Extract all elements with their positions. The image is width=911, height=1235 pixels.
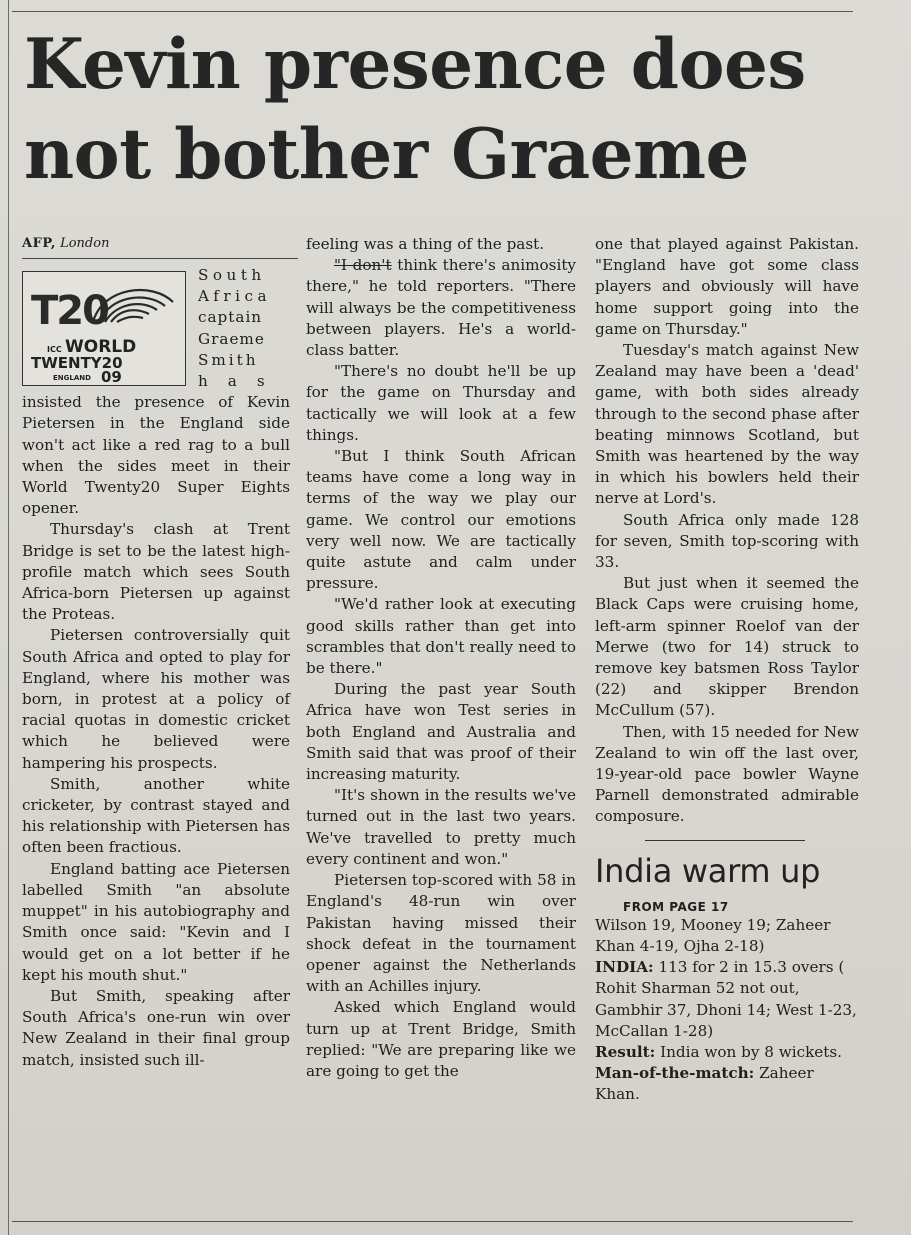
bottom-rule [12, 1221, 853, 1222]
t20-logo-icon [23, 272, 184, 384]
paragraph-quote [306, 255, 576, 361]
paragraph: one that played against Pakistan. "England have got some class players and obviously will have home support going into the game on Thursday." [595, 235, 859, 338]
scorecard-line: Wilson 19, Mooney 19; Zaheer Khan 4-19, Ojha 2-18) [595, 915, 831, 955]
logo-mark: T20 [31, 288, 108, 334]
lead-word-4: Graeme [198, 329, 265, 348]
sidebar-title: India warm up [595, 851, 821, 890]
lead-word-5: Smith [198, 350, 259, 369]
lead-word-6: has [198, 372, 285, 391]
byline-rule [22, 258, 298, 259]
logo-year: 09 [101, 368, 122, 384]
article-column-1 [22, 234, 290, 1071]
lead-word-1: South [198, 266, 266, 284]
byline-place: London [60, 236, 110, 251]
man-of-the-match [595, 1063, 859, 1105]
byline [22, 234, 290, 254]
headline-line-2: not bother Graeme [24, 114, 749, 195]
paragraph: But just when it seemed the Black Caps were cruising home, left-arm spinner Roelof van der Merwe (two for 14) struck to remove key batsmen Ross Taylor (22) and skipper Brendon McCullum (57). [595, 574, 859, 720]
logo-england: ENGLAND [53, 374, 91, 382]
paragraph: Then, with 15 needed for New Zealand to win off the last over, 19-year-old pace bowler Wayne Parnell demonstrated admirable composure. [595, 722, 859, 826]
paragraph: "It's shown in the results we've turned out in the last two years. We've travelled to pretty much every continent and won." [306, 786, 576, 868]
paragraph-lead: insisted the presence of Kevin Pietersen in the England side won't act like a red rag to a bull when the sides meet in their World Twenty20 Super Eights opener. [22, 393, 290, 518]
section-divider [645, 840, 805, 841]
paragraph: But Smith, speaking after South Africa's one-run win over New Zealand in their final group match, insisted such ill- [22, 986, 290, 1069]
match-result [595, 1042, 859, 1063]
headline [24, 20, 884, 200]
paragraph: Asked which England would turn up at Trent Bridge, Smith replied: "We are preparing like we are going to get the [306, 998, 576, 1080]
logo-world: WORLD [65, 337, 137, 357]
logo-twenty20: TWENTY20 [31, 354, 123, 372]
paragraph: Thursday's clash at Trent Bridge is set to be the latest high-profile match which sees South Africa-born Pietersen up against the Proteas. [22, 520, 290, 624]
result-label: Result: [595, 1042, 656, 1061]
paragraph: "There's no doubt he'll be up for the game on Thursday and tactically we will look at a few things. [306, 362, 576, 444]
lead-word-3: captain [198, 308, 263, 327]
world-twenty20-logo [22, 271, 186, 386]
struck-text: "I don't [334, 256, 392, 275]
paragraph: Tuesday's match against New Zealand may have been a 'dead' game, with both sides already through to the second phase after beating minnows Scotland, but Smith was heartened by the way in which his bowlers held their nerve at Lord's. [595, 341, 859, 508]
paragraph: feeling was a thing of the past. [306, 235, 545, 253]
headline-line-1: Kevin presence does [24, 24, 806, 105]
paragraph: "We'd rather look at executing good skills rather than get into scrambles that don't really need to be there." [306, 595, 576, 678]
top-rule [12, 11, 853, 12]
article-column-3 [595, 234, 859, 1106]
sidebar-kicker: FROM PAGE 17 [623, 899, 729, 914]
paragraph: During the past year South Africa have won Test series in both England and Australia and Smith said that was proof of their increasing maturity. [306, 680, 576, 784]
paragraph: Pietersen top-scored with 58 in England's 48-run win over Pakistan having missed their shock defeat in the tournament opener against the Netherlands with an Achilles injury. [306, 871, 576, 996]
india-text: 113 for 2 in 15.3 overs ( Rohit Sharman 52 not out, Gambhir 37, Dhoni 14; West 1-23, McCallan 1-28) [595, 958, 857, 1040]
article-column-2 [306, 234, 576, 1082]
paragraph: England batting ace Pietersen labelled Smith "an absolute muppet" in his autobiography and Smith once said: "Kevin and I would get on a lot better if he kept his mouth shut." [22, 859, 290, 984]
motm-label: Man-of-the-match: [595, 1064, 755, 1083]
india-label: INDIA: [595, 958, 654, 977]
paragraph: Smith, another white cricketer, by contrast stayed and his relationship with Pietersen has often been fractious. [22, 774, 290, 857]
result-text: India won by 8 wickets. [655, 1042, 843, 1061]
paragraph: "But I think South African teams have come a long way in terms of the way we play our game. We control our emotions very well now. We are tactically quite astute and calm under pressure. [306, 447, 576, 593]
scorecard-india [595, 957, 859, 1042]
lead-word-2: Africa [198, 287, 271, 306]
motm-text: Zaheer Khan. [595, 1064, 814, 1104]
logo-icc: ICC [47, 345, 62, 354]
paragraph-text: think there's animosity there," he told reporters. "There will always be the competitiveness between players. He's a world-class batter. [306, 256, 576, 360]
page-edge [8, 0, 9, 1235]
paragraph: Pietersen controversially quit South Africa and opted to play for England, where his mother was born, in protest at a policy of racial quotas in domestic cricket which he believed were hampering his prospects. [22, 626, 290, 772]
byline-agency: AFP, [22, 236, 56, 251]
paragraph: South Africa only made 128 for seven, Smith top-scoring with 33. [595, 510, 859, 572]
